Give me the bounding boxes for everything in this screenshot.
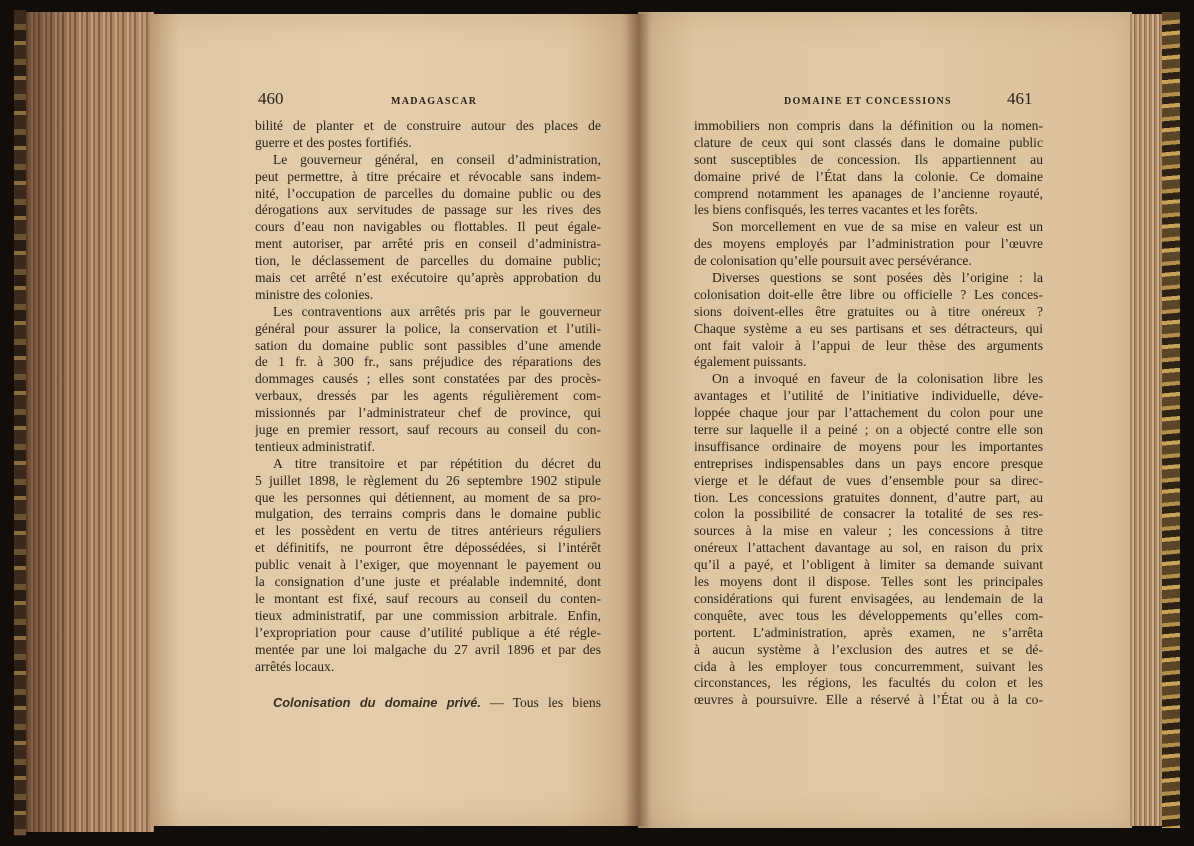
right-page-text — [694, 118, 1043, 709]
left-page-text — [255, 118, 601, 712]
text-line: dommages causés ; elles sont constatées par des procès- — [255, 371, 601, 387]
text-line: sources à la mise en valeur ; les concessions à titre — [694, 523, 1043, 539]
paragraph — [694, 219, 1043, 270]
text-line: Le gouverneur général, en conseil d’administration, — [273, 151, 601, 167]
text-line: Diverses questions se sont posées dès l’origine : la — [712, 270, 1043, 286]
text-line: sont susceptibles de concession. Ils appartiennent au — [694, 151, 1043, 167]
text-line: le montant est fixé, sauf recours au conseil du conten- — [255, 590, 601, 606]
text-line: sions doivent-elles être gratuites ou à titre onéreux ? — [694, 303, 1043, 319]
section-text: — Tous les biens — [490, 695, 601, 711]
text-line: colonisation doit-elle être libre ou officielle ? Les conces- — [694, 286, 1043, 302]
text-line: domaine privé de l’État dans la colonie. Ce domaine — [694, 168, 1043, 184]
text-line: tion, le déclassement de parcelles du domaine public; — [255, 253, 601, 269]
text-line: que les personnes qui détiennent, au moment de sa pro- — [255, 489, 601, 505]
text-line: insuffisance ordinaire de moyens pour les importantes — [694, 438, 1043, 454]
book-edge-right — [1162, 12, 1180, 828]
paragraph — [694, 270, 1043, 371]
text-line: juge en premier ressort, sauf recours au conseil du con- — [255, 422, 601, 438]
text-line: public venait à l’exiger, que moyennant le payement ou — [255, 557, 601, 573]
text-line: ment autoriser, par arrêté pris en conseil d’administra- — [255, 236, 601, 252]
right-page-number: 461 — [1007, 89, 1033, 108]
text-line: peut permettre, à titre précaire et révocable sans indem- — [255, 168, 601, 184]
text-line: entreprises indispensables dans un pays encore presque — [694, 455, 1043, 471]
text-line: tieux administratif, par une commission arbitrale. Enfin, — [255, 607, 601, 623]
text-line: portent. L’administration, après examen, ne s’arrêta — [694, 624, 1043, 640]
paragraph — [255, 118, 601, 152]
text-line: mais cet arrêté n’est exécutoire qu’après approbation du — [255, 270, 601, 286]
text-line: ministre des colonies. — [255, 286, 374, 302]
text-line: conquête, avec tous les développements qu’elles com- — [694, 607, 1043, 623]
text-line: ont fait valoir à l’appui de leur thèse des arguments — [694, 337, 1043, 353]
text-line: loppée chaque jour par l’attachement du colon pour une — [694, 405, 1043, 421]
text-line: On a invoqué en faveur de la colonisation libre les — [712, 371, 1043, 387]
text-line: l’expropriation pour cause d’utilité publique a été régle- — [255, 624, 601, 640]
paragraph — [255, 456, 601, 676]
left-page-number: 460 — [258, 89, 284, 108]
text-line: mentée par une loi malgache du 27 avril 1896 et par des — [255, 641, 601, 657]
text-line: immobiliers non compris dans la définition ou la nomen- — [694, 118, 1043, 133]
text-line: verbaux, dressés par les agents régulièrement com- — [255, 388, 601, 404]
text-line: cida à les employer tous concurremment, suivant les — [694, 658, 1043, 674]
section-heading-line — [255, 695, 601, 712]
text-line: onéreux l’attachent davantage au sol, en raison du prix — [694, 540, 1043, 556]
text-line: et définitifs, ne pourront être dépossédées, si l’intérêt — [255, 540, 601, 556]
text-line: colon la possibilité de consacrer la totalité de ses res- — [694, 506, 1043, 522]
text-line: Son morcellement en vue de sa mise en valeur est un — [712, 219, 1043, 235]
text-line: les moyens dont il dispose. Telles sont les principales — [694, 574, 1043, 590]
text-line: terre sur laquelle il a peiné ; on a objecté contre elle son — [694, 422, 1043, 438]
paragraph — [255, 304, 601, 456]
page-stack-left — [26, 12, 154, 832]
text-line: œuvres à poursuivre. Elle a réservé à l’État ou à la co- — [694, 692, 1043, 708]
book-cover-edge — [14, 10, 26, 836]
text-line: qu’il a payé, et l’obligent à limiter sa demande suivant — [694, 557, 1043, 573]
text-line: Les contraventions aux arrêtés pris par le gouverneur — [273, 303, 601, 319]
text-line: général pour assurer la police, la conservation et l’utili- — [255, 320, 601, 336]
text-line: de colonisation qu’elle poursuit avec persévérance. — [694, 253, 972, 269]
text-line: mulgation, des terrains compris dans le domaine public — [255, 506, 601, 522]
text-line: A titre transitoire et par répétition du décret du — [273, 455, 601, 471]
text-line: Chaque système a eu ses partisans et ses détracteurs, qui — [694, 320, 1043, 336]
book-gutter — [626, 14, 650, 826]
paragraph — [694, 118, 1043, 219]
text-line: comprend notamment les apanages de l’ancienne royauté, — [694, 185, 1043, 201]
section-title: Colonisation du domaine privé. — [273, 695, 481, 711]
text-line: avantages et l’utilité de l’initiative individuelle, déve- — [694, 388, 1043, 404]
text-line: missionnés par l’administrateur chef de province, qui — [255, 405, 601, 421]
left-running-head: MADAGASCAR — [391, 96, 478, 107]
text-line: de 1 fr. à 300 fr., sans préjudice des réparations des — [255, 354, 601, 370]
text-line: considérations qui furent envisagées, au lendemain de la — [694, 590, 1043, 606]
paragraph — [694, 371, 1043, 709]
text-line: circonstances, les régions, les facultés du colon et les — [694, 675, 1043, 691]
text-line: dérogations aux servitudes de passage sur les rives des — [255, 202, 601, 218]
text-line: bilité de planter et de construire autour des places de — [255, 118, 601, 133]
text-line: tion. Les concessions gratuites donnent, d’autre part, au — [694, 489, 1043, 505]
text-line: la consignation d’une juste et préalable indemnité, dont — [255, 574, 601, 590]
text-line: les biens confisqués, les terres vacantes et les forêts. — [694, 202, 978, 218]
text-line: sation du domaine public sont passibles d’une amende — [255, 337, 601, 353]
text-line: tentieux administratif. — [255, 438, 376, 454]
text-line: des moyens employés par l’administration pour l’œuvre — [694, 236, 1043, 252]
text-line: 5 juillet 1898, le règlement du 26 septembre 1902 stipule — [255, 472, 601, 488]
text-line: et les possèdent en vertu de titres antérieurs réguliers — [255, 523, 601, 539]
text-line: cours d’eau non navigables ou flottables. Il peut égale- — [255, 219, 601, 235]
text-line: nité, l’occupation de parcelles du domaine public ou des — [255, 185, 601, 201]
text-line: clature de ceux qui sont classés dans le domaine public — [694, 134, 1043, 150]
paragraph — [255, 152, 601, 304]
text-line: guerre et des postes fortifiés. — [255, 134, 412, 150]
text-line: arrêtés locaux. — [255, 658, 335, 674]
text-line: à aucun système à l’exclusion des autres et se dé- — [694, 641, 1043, 657]
text-line: également puissants. — [694, 354, 807, 370]
page-stack-right — [1130, 14, 1164, 826]
text-line: vierge et le défaut de vues d’ensemble pour sa direc- — [694, 472, 1043, 488]
right-running-head: DOMAINE ET CONCESSIONS — [784, 96, 952, 107]
